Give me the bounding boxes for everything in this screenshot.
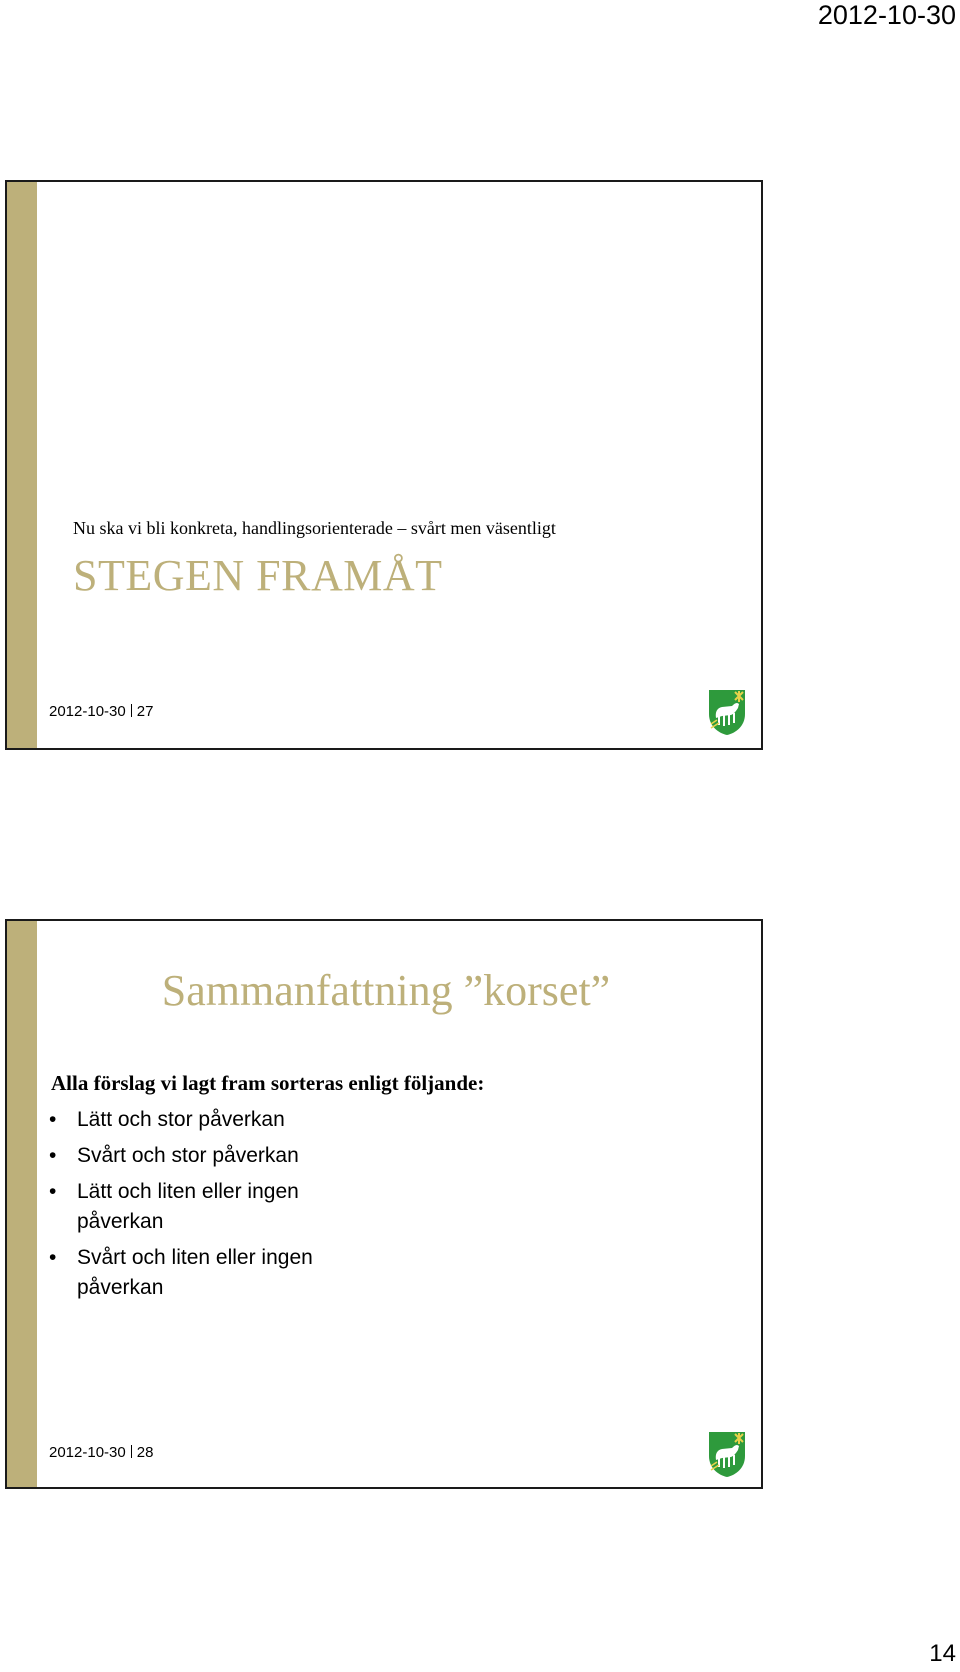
- bullet-list: [49, 1105, 379, 1309]
- page-number: 14: [929, 1640, 956, 1667]
- slide-accent-stripe: [7, 182, 37, 748]
- coat-of-arms-icon: [707, 688, 747, 736]
- footer-slide-number: 27: [136, 703, 154, 720]
- page-date: 2012-10-30: [817, 0, 956, 30]
- footer-divider: [131, 1445, 132, 1458]
- footer-date: 2012-10-30: [49, 703, 126, 720]
- slide-sammanfattning: [5, 919, 763, 1489]
- slide-footer: [49, 703, 153, 720]
- footer-date: 2012-10-30: [49, 1444, 126, 1461]
- coat-of-arms-icon: [707, 1430, 747, 1478]
- slide-lead-text: Alla förslag vi lagt fram sorteras enligt följande:: [51, 1071, 485, 1095]
- list-item: • Svårt och stor påverkan: [49, 1141, 379, 1171]
- slide-stegen-framat: [5, 180, 763, 750]
- list-item: • Svårt och liten eller ingen påverkan: [49, 1243, 379, 1303]
- slide-subtitle: Nu ska vi bli konkreta, handlingsorienterade – svårt men väsentligt: [73, 518, 556, 538]
- slide-footer: [49, 1444, 153, 1461]
- slide-title: Sammanfattning ”korset”: [161, 966, 611, 1015]
- list-item: • Lätt och liten eller ingen påverkan: [49, 1177, 379, 1237]
- footer-slide-number: 28: [136, 1444, 154, 1461]
- list-item: • Lätt och stor påverkan: [49, 1105, 379, 1135]
- footer-divider: [131, 704, 132, 717]
- slide-title: STEGEN FRAMÅT: [73, 551, 443, 600]
